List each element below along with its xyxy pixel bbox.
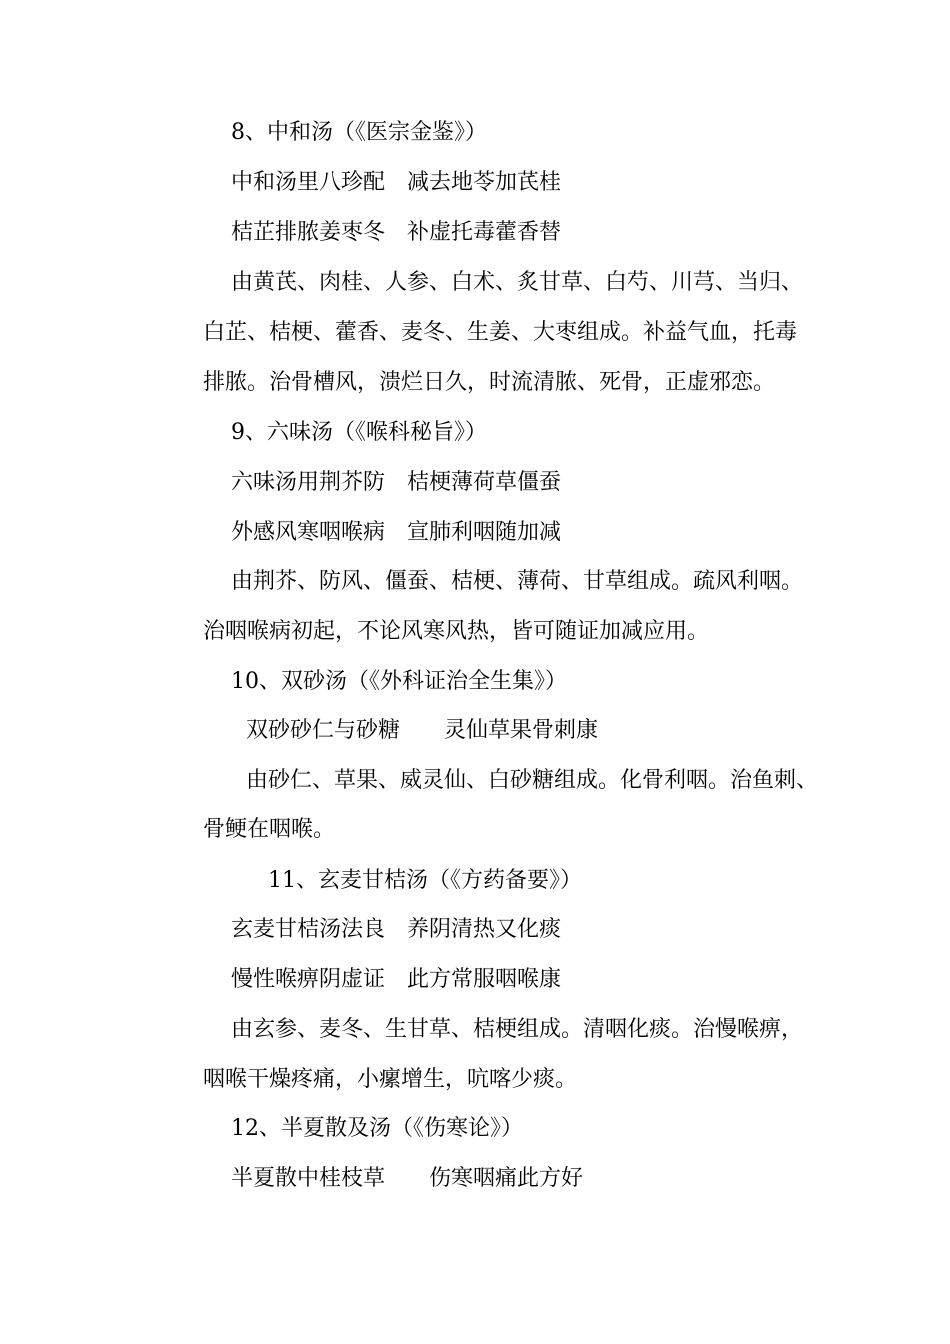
paragraph-line: 咽喉干燥疼痛，小瘰增生，吭喀少痰。	[203, 1067, 578, 1092]
verse-line: 双砂砂仁与砂糖 灵仙草果骨刺康	[246, 718, 599, 743]
heading-formula-12: 12、半夏散及汤（《伤寒论》）	[231, 1116, 523, 1141]
paragraph-line: 治咽喉病初起，不论风寒风热，皆可随证加减应用。	[203, 619, 710, 644]
paragraph-line: 排脓。治骨槽风，溃烂日久，时流清脓、死骨，正虚邪恋。	[203, 370, 776, 395]
paragraph-line: 骨鲠在咽喉。	[203, 817, 336, 842]
heading-formula-9: 9、六味汤（《喉科秘旨》）	[231, 420, 487, 445]
verse-line: 慢性喉痹阴虚证 此方常服咽喉康	[231, 967, 562, 992]
paragraph-line: 由黄芪、肉桂、人参、白术、炙甘草、白芍、川芎、当归、	[231, 270, 804, 295]
verse-line: 玄麦甘桔汤法良 养阴清热又化痰	[231, 917, 562, 942]
paragraph-line: 白芷、桔梗、藿香、麦冬、生姜、大枣组成。补益气血，托毒	[203, 320, 798, 345]
paragraph-line: 由荆芥、防风、僵蚕、桔梗、薄荷、甘草组成。疏风利咽。	[231, 569, 804, 594]
paragraph-line: 由砂仁、草果、威灵仙、白砂糖组成。化骨利咽。治鱼刺、	[246, 768, 819, 793]
verse-line: 六味汤用荆芥防 桔梗薄荷草僵蚕	[231, 470, 562, 495]
heading-formula-8: 8、中和汤（《医宗金鉴》）	[231, 120, 487, 145]
heading-formula-11: 11、玄麦甘桔汤（《方药备要》）	[268, 868, 582, 893]
paragraph-line: 由玄参、麦冬、生甘草、桔梗组成。清咽化痰。治慢喉痹，	[231, 1017, 804, 1042]
verse-line: 中和汤里八珍配 减去地苓加芪桂	[231, 170, 562, 195]
verse-line: 半夏散中桂枝草 伤寒咽痛此方好	[231, 1166, 584, 1191]
verse-line: 外感风寒咽喉病 宣肺利咽随加减	[231, 520, 562, 545]
verse-line: 桔芷排脓姜枣冬 补虚托毒藿香替	[231, 220, 562, 245]
heading-formula-10: 10、双砂汤（《外科证治全生集》）	[231, 669, 567, 694]
